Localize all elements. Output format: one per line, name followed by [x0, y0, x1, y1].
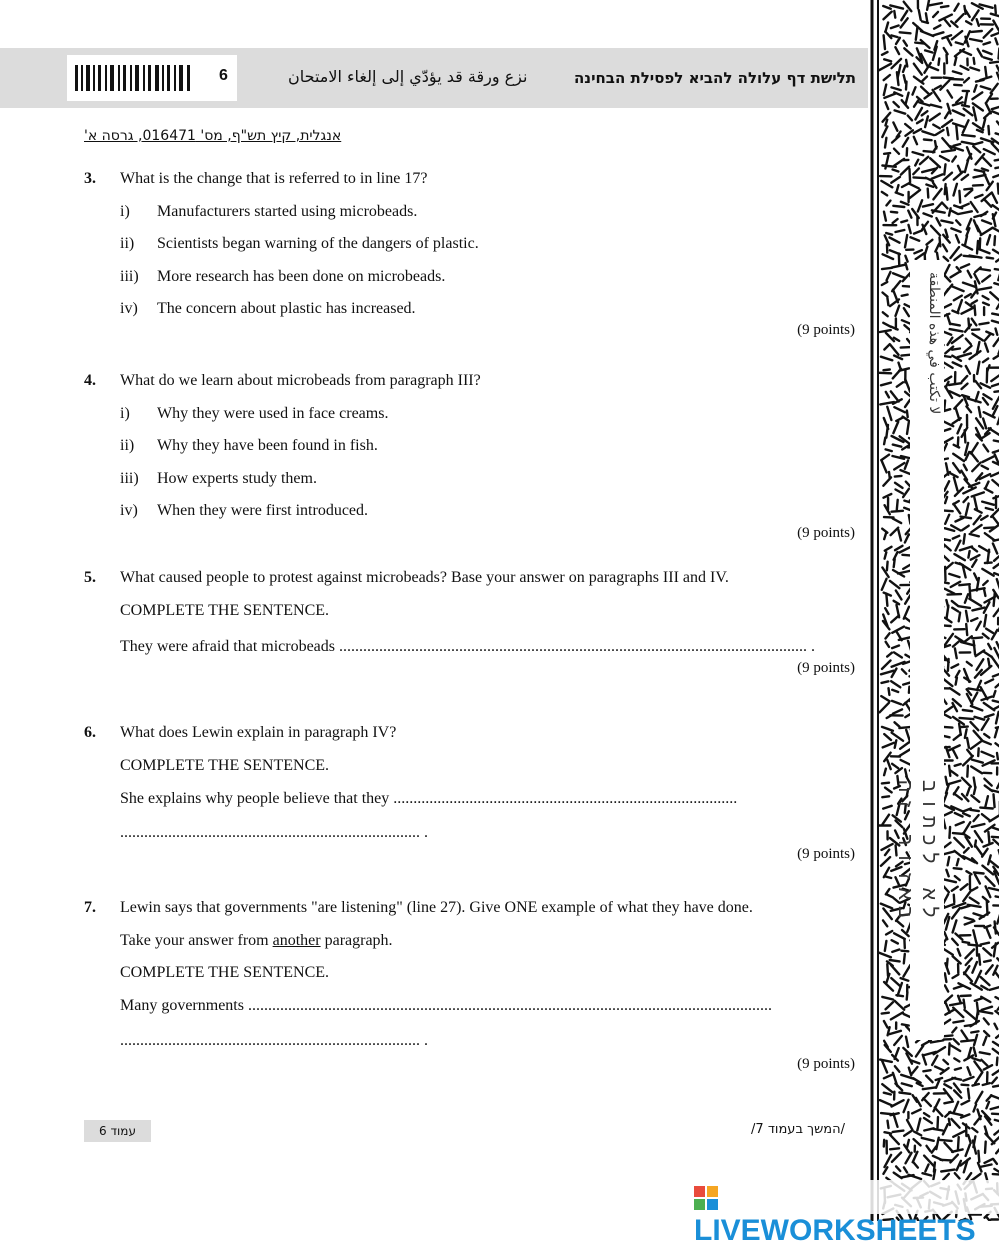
answer-blank[interactable]: ..................................................................................................................... .: [339, 638, 815, 655]
strip-dash: [885, 941, 887, 951]
strip-dash: [978, 1151, 979, 1162]
points-q7: (9 points): [797, 1056, 855, 1073]
strip-dash: [958, 1137, 959, 1150]
strip-dash: [944, 400, 945, 410]
question-number: 3.: [84, 170, 96, 188]
strip-dash: [887, 562, 888, 571]
strip-dash: [910, 169, 911, 182]
strip-dash: [954, 868, 962, 869]
strip-dash: [964, 534, 965, 544]
strip-dash: [994, 794, 995, 807]
strip-dash: [961, 517, 972, 519]
strip-dash: [973, 1084, 979, 1086]
strip-dash: [994, 593, 995, 606]
strip-dash: [964, 1000, 965, 1009]
strip-dash: [970, 810, 979, 811]
question-number: 7.: [84, 899, 96, 917]
points-q5: (9 points): [797, 660, 855, 677]
strip-dash: [899, 253, 900, 265]
strip-dash: [996, 896, 999, 898]
option-iv[interactable]: [120, 502, 368, 520]
strip-dash: [944, 164, 945, 174]
strip-dash: [997, 1058, 998, 1065]
answer-prompt: Many governments: [120, 997, 244, 1014]
strip-dash: [993, 539, 999, 541]
strip-dash: [900, 32, 911, 33]
option-ii[interactable]: [120, 235, 479, 253]
option-i[interactable]: [120, 405, 388, 423]
strip-dash: [899, 1093, 910, 1094]
strip-dash: [984, 590, 985, 596]
strip-dash: [987, 258, 994, 259]
strip-dash: [938, 1117, 939, 1128]
strip-dash: [964, 189, 972, 190]
strip-dash: [907, 423, 909, 434]
option-iii[interactable]: [120, 268, 445, 286]
strip-dash: [949, 208, 951, 215]
strip-dash: [992, 1114, 999, 1115]
strip-dash: [956, 126, 957, 140]
barcode-icon: [75, 65, 193, 91]
page-number: 6: [219, 67, 228, 85]
strip-dash: [990, 61, 999, 63]
question-number: 4.: [84, 372, 96, 390]
strip-dash: [886, 120, 888, 126]
strip-dash: [963, 942, 970, 943]
strip-dash: [984, 960, 991, 961]
answer-line[interactable]: [120, 638, 815, 656]
strip-dash: [904, 954, 905, 963]
strip-dash: [992, 314, 999, 315]
subtext-pre: Take your answer from: [120, 932, 273, 949]
strip-dash: [882, 796, 889, 797]
option-text: More research has been done on microbeads.: [157, 268, 445, 285]
question-text: What do we learn about microbeads from paragraph III?: [120, 372, 481, 390]
strip-dash: [958, 606, 970, 608]
points-q6: (9 points): [797, 846, 855, 863]
strip-dash: [974, 58, 975, 64]
strip-dash: [899, 727, 909, 728]
strip-dash: [906, 82, 907, 90]
points-q3: (9 points): [797, 322, 855, 339]
strip-dash: [971, 31, 981, 32]
strip-dash: [968, 551, 969, 558]
strip-dash: [968, 1089, 969, 1099]
strip-dash: [959, 613, 960, 622]
strip-dash: [955, 1068, 961, 1070]
strip-dash: [882, 268, 892, 269]
exam-reference: אנגלית, קיץ תש"ף, מס' 016471, גרסה א': [84, 128, 341, 144]
strip-dash: [962, 105, 969, 106]
instruction: COMPLETE THE SENTENCE.: [120, 964, 329, 982]
logo-icon: [694, 1186, 718, 1210]
strip-dash: [897, 72, 899, 85]
strip-dash: [955, 57, 957, 65]
strip-dash: [941, 6, 948, 7]
strip-dash: [885, 1132, 892, 1133]
strip-dash: [954, 85, 962, 86]
strip-dash: [963, 710, 972, 711]
strip-dash: [947, 128, 948, 135]
strip-dash: [958, 437, 959, 446]
strip-dash: [901, 951, 908, 952]
strip-dash: [922, 21, 928, 23]
answer-line[interactable]: [120, 790, 737, 808]
strip-dash: [884, 370, 890, 371]
option-text: The concern about plastic has increased.: [157, 300, 416, 317]
strip-dash: [994, 391, 999, 392]
strip-dash: [884, 438, 885, 445]
option-label: iii): [120, 470, 139, 488]
option-i[interactable]: [120, 203, 417, 221]
strip-dash: [973, 185, 983, 186]
strip-dash: [994, 236, 995, 245]
strip-dash: [879, 373, 891, 374]
option-iv[interactable]: [120, 300, 416, 318]
option-label: iii): [120, 268, 139, 286]
strip-dash: [901, 221, 907, 223]
strip-dash: [886, 449, 892, 451]
strip-dash: [988, 126, 989, 134]
strip-dash: [891, 212, 897, 213]
strip-dash: [882, 681, 889, 683]
strip-dash: [995, 5, 996, 13]
strip-dash: [959, 191, 960, 203]
strip-dash: [891, 35, 897, 37]
arabic-warning: نزع ورقة قد يؤدّي إلى إلغاء الامتحان: [288, 67, 527, 86]
answer-blank[interactable]: ......................................................................................: [393, 790, 737, 807]
strip-dash: [951, 79, 963, 80]
strip-dash: [944, 1102, 953, 1104]
strip-dash: [995, 269, 999, 270]
question-text: What does Lewin explain in paragraph IV?: [120, 724, 396, 742]
instruction: COMPLETE THE SENTENCE.: [120, 757, 329, 775]
barcode-box: [67, 55, 237, 101]
strip-dash: [974, 873, 984, 874]
strip-dash: [967, 766, 968, 777]
strip-dash: [886, 594, 887, 606]
strip-dash: [950, 324, 960, 326]
strip-dash: [957, 859, 959, 865]
strip-dash: [949, 827, 950, 838]
strip-dash: [886, 425, 888, 438]
option-text: When they were first introduced.: [157, 502, 368, 519]
side-text-arabic: لا تكتب في هذه المنطقة: [912, 272, 942, 462]
option-label: iv): [120, 502, 138, 520]
option-text: Why they were used in face creams.: [157, 405, 388, 422]
question-subtext: [120, 932, 393, 950]
page-label: עמוד 6: [84, 1120, 151, 1142]
strip-dash: [940, 1160, 951, 1161]
strip-dash: [896, 995, 903, 996]
strip-dash: [975, 305, 976, 315]
strip-dash: [965, 430, 966, 442]
liveworksheets-logo: [690, 1180, 999, 1214]
strip-dash: [887, 298, 888, 305]
strip-dash: [914, 177, 927, 178]
strip-dash: [882, 166, 895, 167]
strip-dash: [949, 1043, 950, 1054]
option-ii[interactable]: [120, 437, 378, 455]
strip-dash: [923, 1070, 930, 1071]
strip-dash: [978, 748, 979, 756]
logo-text: LIVEWORKSHEETS: [694, 1214, 976, 1247]
strip-dash: [934, 1129, 943, 1131]
strip-dash: [890, 1148, 899, 1149]
strip-dash: [980, 269, 990, 270]
question-text: What caused people to protest against microbeads? Base your answer on paragraphs III and IV.: [120, 569, 729, 587]
strip-dash: [974, 787, 976, 794]
strip-dash: [980, 808, 992, 809]
strip-dash: [960, 718, 974, 719]
option-label: ii): [120, 235, 134, 253]
side-text-hebrew: לא לכתוב באזור זה: [912, 780, 942, 1030]
option-label: iv): [120, 300, 138, 318]
option-label: i): [120, 203, 130, 221]
strip-dash: [894, 559, 895, 567]
strip-dash: [970, 586, 971, 599]
strip-dash: [907, 411, 908, 418]
points-q4: (9 points): [797, 525, 855, 542]
option-text: How experts study them.: [157, 470, 317, 487]
strip-dash: [965, 729, 967, 738]
strip-dash: [895, 740, 897, 748]
strip-dash: [945, 973, 947, 982]
strip-dash: [988, 550, 990, 563]
strip-dash: [928, 189, 929, 198]
strip-dash: [961, 996, 971, 997]
strip-dash: [889, 688, 890, 695]
strip-dash: [892, 511, 903, 512]
option-text: Manufacturers started using microbeads.: [157, 203, 417, 220]
strip-dash: [961, 1040, 974, 1041]
strip-dash: [893, 206, 904, 207]
instruction: COMPLETE THE SENTENCE.: [120, 602, 329, 620]
strip-dash: [890, 960, 900, 961]
strip-dash: [933, 1170, 935, 1180]
answer-blank-continued[interactable]: ........................................................................... .: [120, 1032, 428, 1050]
strip-dash: [974, 778, 976, 788]
strip-dash: [995, 167, 999, 168]
strip-dash: [977, 241, 978, 253]
strip-dash: [940, 1140, 952, 1141]
strip-dash: [992, 837, 999, 838]
strip-dash: [962, 135, 975, 136]
strip-dash: [980, 323, 989, 325]
strip-dash: [895, 476, 902, 477]
strip-dash: [968, 945, 980, 946]
strip-dash: [884, 153, 890, 154]
question-number: 6.: [84, 724, 96, 742]
strip-dash: [947, 55, 948, 64]
strip-dash: [946, 188, 947, 200]
option-label: ii): [120, 437, 134, 455]
continued-note: /המשך בעמוד 7/: [751, 1122, 845, 1137]
answer-line[interactable]: [120, 997, 772, 1015]
strip-dash: [988, 659, 989, 667]
strip-dash: [924, 140, 932, 141]
strip-dash: [954, 895, 955, 903]
strip-dash: [994, 441, 999, 442]
strip-dash: [894, 11, 895, 18]
strip-dash: [946, 777, 948, 785]
strip-dash: [974, 641, 976, 655]
strip-dash: [953, 1021, 963, 1023]
strip-dash: [962, 1085, 969, 1086]
strip-dash: [893, 1131, 904, 1132]
answer-prompt: They were afraid that microbeads: [120, 638, 335, 655]
strip-dash: [885, 552, 887, 558]
question-text: Lewin says that governments "are listening" (line 27). Give ONE example of what they have done.: [120, 899, 753, 917]
question-text: What is the change that is referred to in line 17?: [120, 170, 427, 188]
hebrew-warning: תלישת דף עלולה להביא לפסילת הבחינה: [574, 69, 856, 87]
strip-dash: [916, 27, 918, 40]
strip-dash: [966, 624, 967, 635]
answer-blank[interactable]: ...................................................................................................................................: [248, 997, 772, 1014]
option-iii[interactable]: [120, 470, 317, 488]
strip-dash: [885, 138, 886, 148]
strip-dash: [956, 678, 957, 685]
strip-dash: [998, 184, 999, 194]
strip-dash: [972, 637, 982, 638]
answer-prompt: She explains why people believe that they: [120, 790, 389, 807]
strip-dash: [948, 594, 962, 595]
strip-dash: [993, 1174, 999, 1175]
strip-dash: [884, 35, 885, 49]
strip-dash: [980, 238, 981, 249]
option-label: i): [120, 405, 130, 423]
strip-dash: [939, 59, 940, 65]
question-number: 5.: [84, 569, 96, 587]
strip-dash: [948, 857, 950, 865]
option-text: Why they have been found in fish.: [157, 437, 378, 454]
strip-dash: [882, 783, 889, 784]
strip-dash: [979, 954, 980, 964]
strip-dash: [959, 584, 970, 585]
strip-dash: [897, 500, 898, 510]
strip-dash: [985, 67, 986, 77]
strip-dash: [988, 832, 989, 844]
strip-dash: [943, 1035, 953, 1036]
strip-dash: [887, 964, 888, 976]
subtext-underlined: another: [273, 932, 321, 949]
answer-blank-continued[interactable]: ........................................................................... .: [120, 824, 428, 842]
strip-dash: [886, 233, 892, 235]
strip-dash: [948, 659, 949, 671]
strip-dash: [997, 753, 998, 759]
strip-dash: [882, 1013, 889, 1014]
strip-dash: [944, 356, 951, 357]
strip-dash: [952, 349, 960, 350]
strip-dash: [902, 295, 908, 296]
strip-dash: [907, 992, 908, 1000]
option-text: Scientists began warning of the dangers of plastic.: [157, 235, 479, 252]
strip-dash: [888, 1121, 889, 1128]
strip-dash: [985, 1142, 986, 1153]
strip-dash: [971, 1031, 978, 1032]
subtext-post: paragraph.: [321, 932, 393, 949]
